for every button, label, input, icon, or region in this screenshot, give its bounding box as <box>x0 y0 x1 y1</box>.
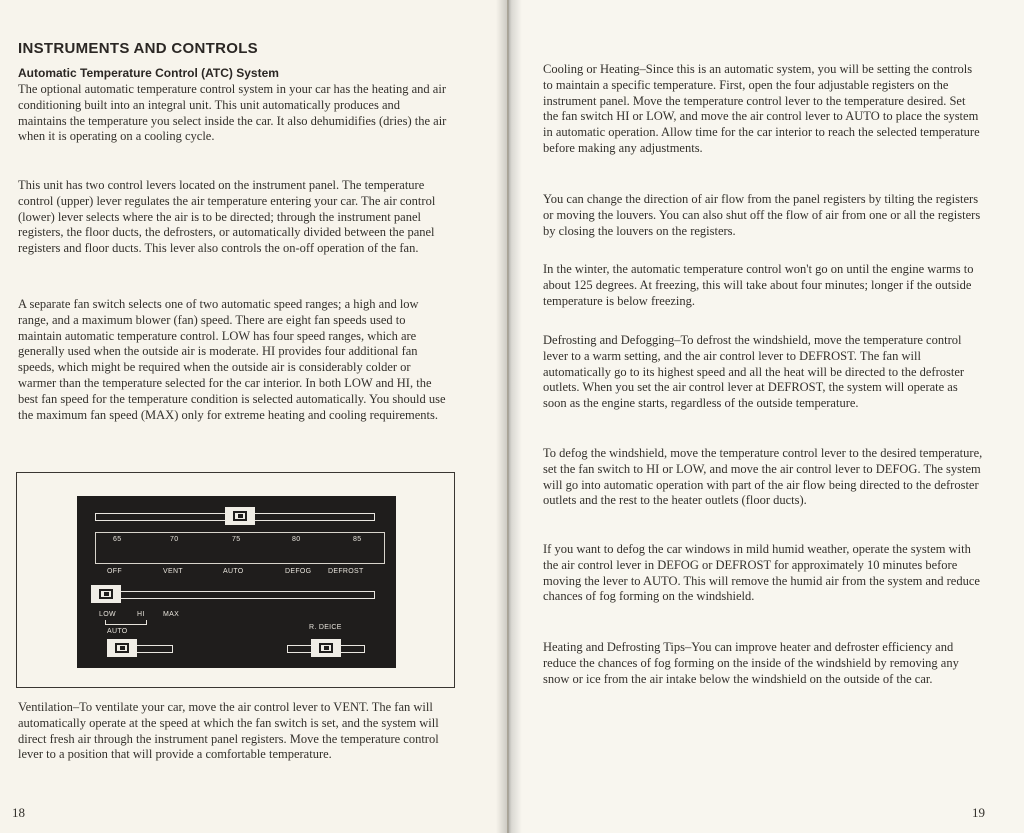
paragraph-control-levers: This unit has two control levers located on the instrument panel. The temperature control (upper) lever regulates the air temperature entering your car. The air control (lower) lever selects where the air is to be directed; through the instrument panel registers, the floor ducts, the defrosters, or automatically divided between the panel registers and floor ducts. This lever also controls the on-off operation of the fan. <box>18 178 436 256</box>
fan-label-auto: AUTO <box>107 628 128 635</box>
temperature-lever-knob <box>225 507 255 525</box>
paragraph-defrosting-defogging: Defrosting and Defogging–To defrost the windshield, move the temperature control lever to a warm setting, and the air control lever to DEFROST. The fan will automatically go to its highest speed and all the heat will be directed to the defroster outlets. When you set the air control lever at DEFROST, the system will operate as soon as the engine starts, regardless of the outside temperature. <box>543 333 965 411</box>
fan-label-hi: HI <box>137 611 145 618</box>
paragraph-mild-humid-weather: If you want to defog the car windows in mild humid weather, operate the system with the air control lever in DEFOG or DEFROST for approximately 10 minutes before moving the lever to AUTO. This will remove the humid air from the system and reduce chances of fog forming on the windshield. <box>543 542 980 604</box>
paragraph-ventilation: Ventilation–To ventilate your car, move the air control lever to VENT. The fan will automatically operate at the speed at which the fan switch is set, and the system will direct fresh air through the instrument panel registers. Move the temperature control lever to a position that will provide a comfortable temperature. <box>18 700 439 762</box>
paragraph-defog-windshield: To defog the windshield, move the temperature control lever to the desired temperature, set the fan switch to HI or LOW, and move the air control lever to DEFOG. The system will go into automatic operation with part of the air flow being directed to the defroster outlets and the rest to the heater outlets (floor ducts). <box>543 446 983 508</box>
page-number-left: 18 <box>12 805 25 820</box>
paragraph-heating-defrosting-tips: Heating and Defrosting Tips–You can improve heater and defroster efficiency and reduce the chances of fog forming on the inside of the windshield by removing any snow or ice from the air intake below the windshield on the outside of the car. <box>543 640 959 686</box>
subsection-title: Automatic Temperature Control (ATC) System <box>18 66 279 80</box>
section-title: INSTRUMENTS AND CONTROLS <box>18 40 258 57</box>
rear-deice-switch-knob <box>311 639 341 657</box>
temp-mark-70: 70 <box>170 536 179 543</box>
left-page <box>0 0 508 833</box>
temp-mark-65: 65 <box>113 536 122 543</box>
rear-deice-label: R. DEICE <box>309 624 342 631</box>
temp-mark-75: 75 <box>232 536 241 543</box>
fan-switch-knob <box>107 639 137 657</box>
page-number-right: 19 <box>972 805 985 820</box>
fan-label-max: MAX <box>163 611 180 618</box>
paragraph-air-flow-direction: You can change the direction of air flow from the panel registers by tilting the registers or moving the louvers. You can also shut off the flow of air from one or all the registers by closing the louvers on the registers. <box>543 192 981 238</box>
paragraph-fan-switch: A separate fan switch selects one of two automatic speed ranges; a high and low range, and a maximum blower (fan) speed. There are eight fan speeds used to maintain automatic temperature control. LOW has four speed ranges, which are generally used when the outside air is moderate. HI provides four additional fan speeds, which might be required when the outside air is considerably colder or warmer than the temperature selected for the car interior. In both LOW and HI, the best fan speed for the temperature condition is selected automatically. You should use the maximum fan speed (MAX) only for extreme heating and cooling requirements. <box>18 297 446 422</box>
book-gutter-shadow <box>496 0 522 833</box>
fan-range-bracket <box>105 620 147 625</box>
fan-label-low: LOW <box>99 611 116 618</box>
temp-mark-80: 80 <box>292 536 301 543</box>
air-mode-auto: AUTO <box>223 568 244 575</box>
control-panel-illustration <box>77 496 396 668</box>
temp-mark-85: 85 <box>353 536 362 543</box>
air-mode-defrost: DEFROST <box>328 568 364 575</box>
air-mode-defog: DEFOG <box>285 568 312 575</box>
air-control-lever-knob <box>91 585 121 603</box>
air-mode-vent: VENT <box>163 568 183 575</box>
paragraph-cooling-heating: Cooling or Heating–Since this is an automatic system, you will be setting the controls to maintain a specific temperature. First, open the four adjustable registers on the instrument panel. Move the temperature control lever to the temperature desired. Set the fan switch HI or LOW, and move the air control lever to AUTO to place the system in automatic operation. Allow time for the car interior to reach the selected temperature before making any adjustments. <box>543 62 980 155</box>
paragraph-atc-intro: The optional automatic temperature control system in your car has the heating and air conditioning built into an integral unit. This unit automatically produces and maintains the temperature you select inside the car. It also dehumidifies (dries) the air when it is operating on a cooling cycle. <box>18 82 447 144</box>
air-mode-off: OFF <box>107 568 122 575</box>
air-control-lever-track <box>95 591 375 599</box>
paragraph-winter-operation: In the winter, the automatic temperature control won't go on until the engine warms to about 125 degrees. At freezing, this will take about four minutes; longer if the outside temperature is below freezing. <box>543 262 974 308</box>
